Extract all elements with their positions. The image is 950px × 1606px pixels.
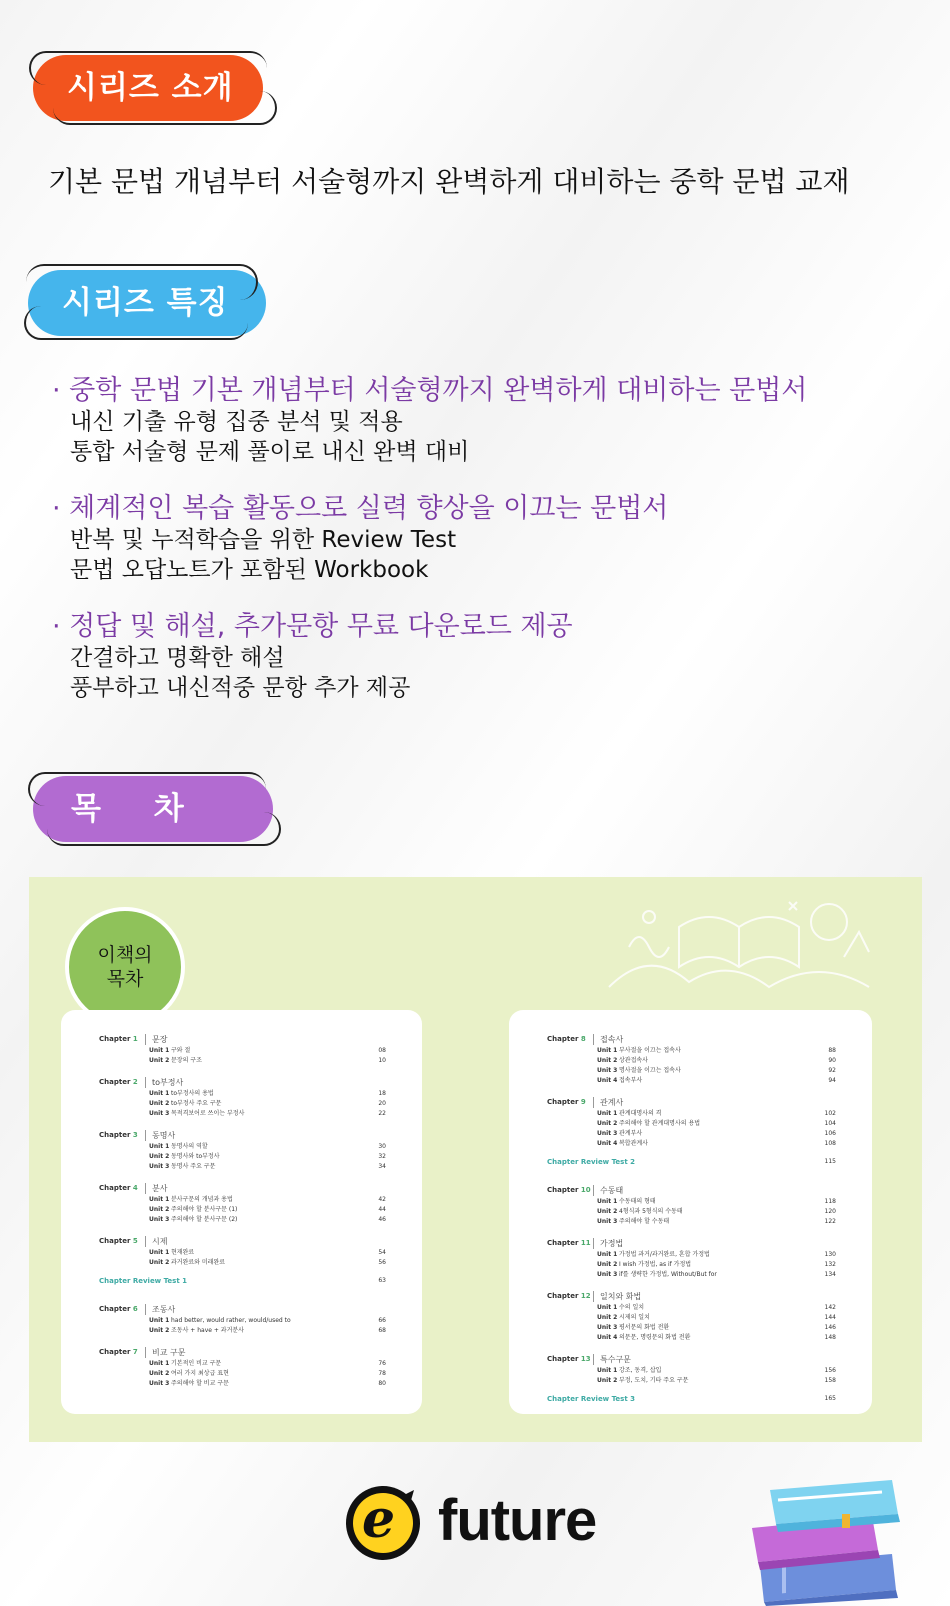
brand-name: future: [438, 1488, 597, 1553]
toc-unit-row: [547, 1139, 836, 1149]
toc-unit-row: [99, 1326, 386, 1336]
review-test-page: 63: [378, 1277, 386, 1284]
toc-chapter: [99, 1234, 386, 1268]
series-intro-text: 기본 문법 개념부터 서술형까지 완벽하게 대비하는 중학 문법 교재: [48, 165, 850, 198]
chapter-title: 문장: [145, 1034, 167, 1045]
chapter-number: Chapter 13: [547, 1355, 591, 1363]
toc-unit-row: [547, 1197, 836, 1207]
unit-page: 146: [824, 1324, 836, 1331]
unit-page: 94: [828, 1077, 836, 1084]
unit-page: 148: [824, 1334, 836, 1341]
unit-label: Unit 2: [597, 1208, 618, 1215]
unit-title: if를 생략한 가정법, Without/But for: [619, 1271, 717, 1278]
unit-page: 78: [378, 1370, 386, 1377]
toc-unit-row: [99, 1205, 386, 1215]
toc-unit-row: [99, 1258, 386, 1268]
unit-page: 122: [824, 1218, 836, 1225]
unit-label: Unit 1: [597, 1251, 618, 1258]
unit-label: Unit 1: [149, 1249, 170, 1256]
toc-unit-row: [99, 1099, 386, 1109]
unit-page: 118: [824, 1198, 836, 1205]
toc-list-left: [99, 1032, 386, 1398]
unit-page: 90: [828, 1057, 836, 1064]
toc-unit-row: [99, 1195, 386, 1205]
unit-title: 관계부사: [619, 1130, 643, 1137]
unit-title: 평서문의 화법 전환: [619, 1324, 670, 1331]
feature-line: 풍부하고 내신적중 문항 추가 제공: [70, 675, 411, 701]
unit-page: 102: [824, 1110, 836, 1117]
toc-list-right: [547, 1032, 836, 1420]
unit-page: 20: [378, 1100, 386, 1107]
unit-label: Unit 3: [597, 1324, 618, 1331]
unit-title: 현재완료: [171, 1249, 195, 1256]
unit-label: Unit 3: [597, 1130, 618, 1137]
unit-label: Unit 1: [149, 1196, 170, 1203]
toc-unit-row: [547, 1207, 836, 1217]
unit-page: 30: [378, 1143, 386, 1150]
unit-page: 144: [824, 1314, 836, 1321]
unit-label: Unit 2: [597, 1057, 618, 1064]
chapter-number: Chapter 8: [547, 1035, 586, 1043]
toc-chapter: [547, 1289, 836, 1343]
chapter-title: to부정사: [145, 1077, 183, 1088]
unit-page: 104: [824, 1120, 836, 1127]
chapter-title: 접속사: [593, 1034, 623, 1045]
review-test-page: 165: [824, 1395, 836, 1402]
chapter-title: 조동사: [145, 1304, 175, 1315]
unit-title: 접속부사: [619, 1077, 643, 1084]
unit-title: 시제의 일치: [619, 1314, 650, 1321]
feature-heading: · 체계적인 복습 활동으로 실력 향상을 이끄는 문법서: [52, 493, 669, 524]
chapter-title: 분사: [145, 1183, 167, 1194]
unit-title: 부정, 도치, 기타 주요 구문: [619, 1377, 689, 1384]
unit-page: 80: [378, 1380, 386, 1387]
chapter-title: 관계사: [593, 1097, 623, 1108]
unit-label: Unit 2: [149, 1057, 170, 1064]
unit-page: 120: [824, 1208, 836, 1215]
unit-page: 32: [378, 1153, 386, 1160]
unit-label: Unit 3: [597, 1067, 618, 1074]
unit-page: 76: [378, 1360, 386, 1367]
feature-line: 내신 기출 유형 집중 분석 및 적용: [70, 409, 403, 435]
feature-heading: · 중학 문법 기본 개념부터 서술형까지 완벽하게 대비하는 문법서: [52, 375, 808, 406]
feature-line: 간결하고 명확한 해설: [70, 645, 285, 671]
series-features-label: 시리즈 특징: [62, 285, 229, 321]
unit-page: 88: [828, 1047, 836, 1054]
review-test-entry: [547, 1395, 836, 1409]
toc-circle-line1: 이책의: [97, 944, 153, 966]
toc-unit-row: [547, 1323, 836, 1333]
unit-label: Unit 1: [149, 1047, 170, 1054]
unit-title: 수동태의 형태: [619, 1198, 656, 1205]
unit-label: Unit 1: [149, 1090, 170, 1097]
unit-label: Unit 2: [149, 1259, 170, 1266]
series-intro-label: 시리즈 소개: [67, 70, 234, 106]
unit-title: 문장의 구조: [171, 1057, 202, 1064]
toc-panel: [29, 877, 922, 1442]
unit-label: Unit 1: [149, 1143, 170, 1150]
unit-page: 34: [378, 1163, 386, 1170]
unit-page: 54: [378, 1249, 386, 1256]
unit-label: Unit 2: [149, 1153, 170, 1160]
unit-label: Unit 1: [149, 1360, 170, 1367]
unit-title: 주의해야 할 분사구문 (1): [171, 1206, 238, 1213]
chapter-number: Chapter 6: [99, 1305, 138, 1313]
unit-title: had better, would rather, would/used to: [171, 1317, 291, 1324]
unit-title: 여러 가지 최상급 표현: [171, 1370, 229, 1377]
toc-unit-row: [547, 1260, 836, 1270]
chapter-number: Chapter 7: [99, 1348, 138, 1356]
unit-page: 156: [824, 1367, 836, 1374]
unit-page: 22: [378, 1110, 386, 1117]
unit-title: 목적격보어로 쓰이는 부정사: [171, 1110, 245, 1117]
unit-title: 조동사 + have + 과거분사: [171, 1327, 244, 1334]
chapter-number: Chapter 12: [547, 1292, 591, 1300]
unit-title: 복합관계사: [619, 1140, 648, 1147]
toc-unit-row: [99, 1215, 386, 1225]
unit-label: Unit 2: [149, 1327, 170, 1334]
review-test-entry: [547, 1158, 836, 1172]
toc-chapter: [99, 1075, 386, 1119]
unit-label: Unit 3: [597, 1271, 618, 1278]
unit-page: 66: [378, 1317, 386, 1324]
toc-chapter: [547, 1183, 836, 1227]
unit-title: 명사절을 이끄는 접속사: [619, 1067, 681, 1074]
books-stack-icon: [752, 1470, 902, 1606]
review-test-title: Chapter Review Test 1: [99, 1277, 188, 1285]
toc-badge: [33, 776, 273, 842]
toc-unit-row: [547, 1217, 836, 1227]
unit-title: 부사절을 이끄는 접속사: [619, 1047, 681, 1054]
unit-label: Unit 3: [149, 1216, 170, 1223]
unit-label: Unit 2: [597, 1120, 618, 1127]
unit-title: 상관접속사: [619, 1057, 648, 1064]
toc-unit-row: [547, 1250, 836, 1260]
toc-unit-row: [99, 1046, 386, 1056]
unit-page: 56: [378, 1259, 386, 1266]
toc-page-left: [61, 1010, 422, 1414]
unit-title: to부정사의 용법: [171, 1090, 214, 1097]
review-test-title: Chapter Review Test 2: [547, 1158, 636, 1166]
chapter-title: 비교 구문: [145, 1347, 185, 1358]
unit-label: Unit 2: [597, 1261, 618, 1268]
unit-label: Unit 4: [597, 1334, 618, 1341]
unit-label: Unit 1: [597, 1304, 618, 1311]
feature-line: 반복 및 누적학습을 위한 Review Test: [70, 527, 457, 553]
unit-page: 18: [378, 1090, 386, 1097]
unit-page: 134: [824, 1271, 836, 1278]
chapter-number: Chapter 11: [547, 1239, 591, 1247]
toc-page-right: [509, 1010, 872, 1414]
toc-unit-row: [99, 1142, 386, 1152]
toc-unit-row: [547, 1303, 836, 1313]
toc-label: 목 차: [71, 791, 185, 827]
doodle-decoration: [589, 887, 889, 997]
toc-unit-row: [547, 1109, 836, 1119]
unit-page: 10: [378, 1057, 386, 1064]
toc-unit-row: [547, 1119, 836, 1129]
feature-block-3: [52, 604, 573, 703]
unit-page: 68: [378, 1327, 386, 1334]
feature-block-1: [52, 368, 807, 467]
toc-unit-row: [547, 1056, 836, 1066]
unit-title: 주의해야 할 수동태: [619, 1218, 670, 1225]
unit-label: Unit 4: [597, 1077, 618, 1084]
unit-page: 130: [824, 1251, 836, 1258]
unit-label: Unit 2: [597, 1314, 618, 1321]
unit-title: 주의해야 할 분사구문 (2): [171, 1216, 238, 1223]
unit-label: Unit 3: [149, 1110, 170, 1117]
feature-line: 통합 서술형 문제 풀이로 내신 완벽 대비: [70, 439, 470, 465]
toc-unit-row: [547, 1129, 836, 1139]
toc-unit-row: [99, 1316, 386, 1326]
e-logo-letter: e: [362, 1489, 396, 1550]
unit-label: Unit 2: [149, 1206, 170, 1213]
feature-heading: · 정답 및 해설, 추가문항 무료 다운로드 제공: [52, 611, 573, 642]
unit-title: 기본적인 비교 구문: [171, 1360, 222, 1367]
chapter-title: 가정법: [593, 1238, 623, 1249]
unit-page: 92: [828, 1067, 836, 1074]
unit-title: I wish 가정법, as if 가정법: [619, 1261, 692, 1268]
unit-label: Unit 2: [149, 1100, 170, 1107]
toc-unit-row: [547, 1313, 836, 1323]
toc-unit-row: [99, 1109, 386, 1119]
toc-unit-row: [99, 1359, 386, 1369]
toc-unit-row: [547, 1333, 836, 1343]
chapter-title: 특수구문: [593, 1354, 631, 1365]
series-intro-badge: [33, 55, 263, 121]
unit-page: 132: [824, 1261, 836, 1268]
toc-unit-row: [547, 1066, 836, 1076]
unit-title: 4형식과 5형식의 수동태: [619, 1208, 683, 1215]
unit-title: 분사구문의 개념과 용법: [171, 1196, 233, 1203]
chapter-number: Chapter 5: [99, 1237, 138, 1245]
unit-page: 142: [824, 1304, 836, 1311]
toc-unit-row: [99, 1248, 386, 1258]
unit-page: 08: [378, 1047, 386, 1054]
unit-label: Unit 3: [149, 1163, 170, 1170]
unit-title: 주의해야 할 비교 구문: [171, 1380, 229, 1387]
toc-unit-row: [99, 1152, 386, 1162]
review-test-title: Chapter Review Test 3: [547, 1395, 636, 1403]
toc-unit-row: [547, 1046, 836, 1056]
unit-label: Unit 2: [597, 1377, 618, 1384]
toc-chapter: [99, 1032, 386, 1066]
unit-title: 주의해야 할 관계대명사의 용법: [619, 1120, 701, 1127]
chapter-number: Chapter 10: [547, 1186, 591, 1194]
unit-title: 수의 일치: [619, 1304, 645, 1311]
toc-chapter: [99, 1181, 386, 1225]
chapter-number: Chapter 3: [99, 1131, 138, 1139]
toc-unit-row: [547, 1376, 836, 1386]
toc-chapter: [547, 1352, 836, 1386]
toc-unit-row: [547, 1270, 836, 1280]
unit-label: Unit 1: [597, 1110, 618, 1117]
chapter-number: Chapter 9: [547, 1098, 586, 1106]
toc-unit-row: [99, 1369, 386, 1379]
chapter-title: 시제: [145, 1236, 167, 1247]
feature-block-2: [52, 486, 668, 585]
unit-page: 106: [824, 1130, 836, 1137]
feature-line: 문법 오답노트가 포함된 Workbook: [70, 557, 429, 583]
unit-page: 108: [824, 1140, 836, 1147]
unit-title: 동명사와 to부정사: [171, 1153, 220, 1160]
chapter-number: Chapter 4: [99, 1184, 138, 1192]
unit-page: 42: [378, 1196, 386, 1203]
unit-title: 동명사의 역할: [171, 1143, 208, 1150]
unit-title: 구와 절: [171, 1047, 191, 1054]
unit-title: 과거완료와 미래완료: [171, 1259, 226, 1266]
unit-title: 가정법 과거/과거완료, 혼합 가정법: [619, 1251, 710, 1258]
unit-label: Unit 3: [597, 1218, 618, 1225]
unit-title: 동명사 주요 구문: [171, 1163, 216, 1170]
unit-label: Unit 2: [149, 1370, 170, 1377]
unit-label: Unit 3: [149, 1380, 170, 1387]
unit-label: Unit 1: [149, 1317, 170, 1324]
chapter-number: Chapter 1: [99, 1035, 138, 1043]
unit-title: 관계대명사의 격: [619, 1110, 662, 1117]
unit-page: 158: [824, 1377, 836, 1384]
unit-label: Unit 1: [597, 1367, 618, 1374]
chapter-title: 일치와 화법: [593, 1291, 641, 1302]
unit-title: 강조, 동격, 삽입: [619, 1367, 662, 1374]
toc-unit-row: [547, 1366, 836, 1376]
toc-unit-row: [547, 1076, 836, 1086]
toc-unit-row: [99, 1056, 386, 1066]
review-test-page: 115: [824, 1158, 836, 1165]
toc-chapter: [547, 1032, 836, 1086]
review-test-entry: [99, 1277, 386, 1291]
unit-title: to부정사 주요 구문: [171, 1100, 222, 1107]
unit-label: Unit 4: [597, 1140, 618, 1147]
unit-page: 46: [378, 1216, 386, 1223]
chapter-title: 수동태: [593, 1185, 623, 1196]
chapter-title: 동명사: [145, 1130, 175, 1141]
toc-unit-row: [99, 1379, 386, 1389]
toc-chapter: [547, 1236, 836, 1280]
toc-unit-row: [99, 1162, 386, 1172]
toc-circle-line2: 목차: [106, 968, 144, 990]
unit-title: 의문문, 명령문의 화법 전환: [619, 1334, 691, 1341]
toc-circle-label: [65, 907, 185, 1027]
toc-chapter: [99, 1302, 386, 1336]
chapter-number: Chapter 2: [99, 1078, 138, 1086]
unit-page: 44: [378, 1206, 386, 1213]
toc-chapter: [99, 1345, 386, 1389]
unit-label: Unit 1: [597, 1047, 618, 1054]
toc-chapter: [547, 1095, 836, 1149]
toc-chapter: [99, 1128, 386, 1172]
toc-unit-row: [99, 1089, 386, 1099]
series-features-badge: [28, 270, 266, 336]
unit-label: Unit 1: [597, 1198, 618, 1205]
